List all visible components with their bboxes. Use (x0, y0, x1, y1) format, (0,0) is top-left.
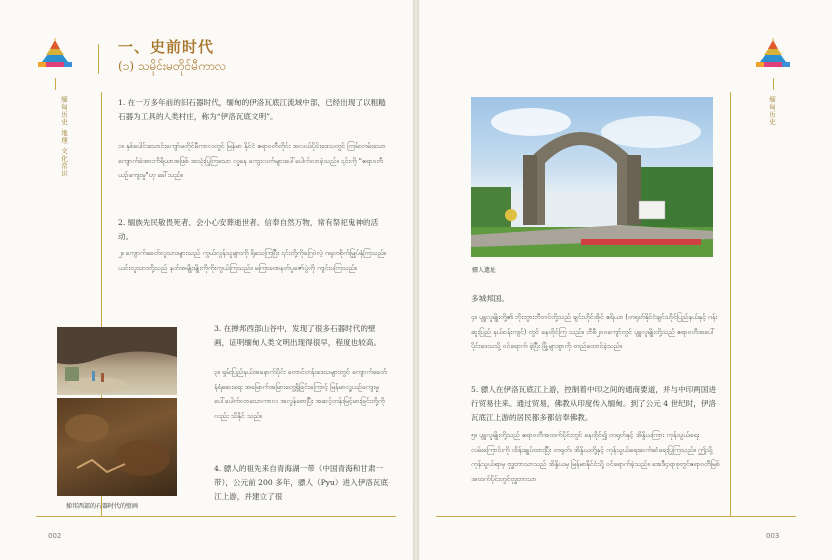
chapter-title: 一、史前时代 (118, 38, 215, 56)
paragraph-5-zh: 5. 骠人在伊洛瓦底江上游，控制着中印之间的通商要道，并与中印两国进行贸易往来。通过贸易，佛教从印度传入缅甸。到了公元 4 世纪时，伊洛瓦底江上游的居民都多都信奉佛教。 (471, 385, 717, 422)
right-page-number: 003 (766, 532, 780, 540)
pagoda-emblem-icon (754, 38, 792, 68)
left-footer-rule (36, 516, 396, 517)
pagoda-emblem-icon (36, 38, 74, 68)
paragraph-4-zh: 4. 骠人的祖先来自青海湖一带（中国青海和甘肃一带），公元前 200 多年，骠人（Pyu）进入伊洛瓦底江上游，并建立了很 (214, 464, 389, 501)
left-side-label: 缅甸历史 地理 文化常识 (60, 96, 68, 178)
pyu-ruins-photo (471, 97, 713, 257)
paragraph-2-my: ၂။ ကျောက်ခေတ်လူသားများသည် ကွယ်လွန်သူများကို ရိုသေကြပြီး ၎င်းတို့ကိုဂြေဝဲလဲ့ ဂရုတစိုက်မြှုပ်နှံကြသည်။ ယင်းလူသားတို့သည် နတ်အမျိုးမျိုးကိုကိုးကွယ်ကြသည်။ မကြာခဏနတ်ပူဇော်ပွဲကို ကျင်းပကြသည်။ (118, 249, 387, 272)
right-margin-rule (730, 92, 731, 516)
rock-painting-photo (57, 398, 177, 496)
paragraph-1-zh: 1. 在一万多年前的旧石器时代，缅甸的伊洛瓦底江流域中部，已经出现了以粗糙石器为工具的人类村庄，称为“伊洛瓦底文明”。 (118, 98, 386, 121)
right-side-label: 缅甸历史 (768, 96, 776, 126)
paragraph-4-my: ၄။ ပျူလူမျိုးတို့၏ ဘိုးဘွားဘီဘင်တို့သည် ချင်းဟိုင်အိုင် ဧရိယာ (တရုတ်နိုင်ငံချင်းဟိုင်ပြည်နယ်နှင့် ဂန်းဆူးပြည် နယ်ဝန်းကျင်) တွင် နေထိုင်ကြ သည်။ ဘီစီ၂၀၀ကျော်တွင် ပျူလူမျိုးတို့သည် ဧရာဝတီအပေါ်ပိုင်းဒေသသို့ ဝင်ရောက် ခဲ့ပြီး မြို့များစွာကို တည်ထောင်ခဲ့သည်။ (471, 313, 718, 350)
left-page-number: 002 (48, 532, 62, 540)
left-gold-tick (55, 78, 56, 90)
paragraph-5-my: ၅။ ပျူလူမျိုးတို့သည် ဧရာဝတီအထက်ပိုင်းတွင် နေထိုင်၍ တရုတ်နှင့် အိန္ဒိယကြား ကုန်သွယ်ရေးလမ်းကြောင်းကို ထိန်းချုပ်ထားပြီး တရုတ်၊ အိန္ဒိယတို့နှင့် ကုန်သွယ်ရေးဆက်ဆံရေးပြုကြသည်။ ဤသို့ကုန်သွယ်ရာမှ ဗုဒ္ဓဘာသာသည် အိန္ဒိယမှ မြန်မာနိုင်ငံသို့ ဝင်ရောက်ခဲ့သည်။ အေဒီ၄ရာစုတွင်ဧရာဝတီမြစ်အထက်ပိုင်းတွင်ဗုဒ္ဓဘာသာ (471, 431, 720, 483)
paragraph-1-my: ၁။ နှစ်ပေါင်းသောင်းကျော်မတိုင်မီကာလတွင် မြန်မာ နိုင်ငံ ဧရာဝတီတိုင်း အလယ်ပိုင်းဒေသတွင် ကြမ်းတမ်းသော ကျောက်ခဲအားကိရိယာအဖြစ် အသုံးပြုကြသော လူနေ ကျေးလက်များပေါ်ပေါက်လာခဲ့သည်။ ၎င်းကို "ဧရာဝတီ ယဉ်ကျေးမှု"ဟု ခေါ်သည်။ (118, 142, 386, 179)
cave-photo-caption: 掸邦西部的石器时代的壁画 (66, 503, 139, 510)
paragraph-2-zh: 2. 缅族先民敬畏死者、会小心安葬逝世者。信奉自然万物，常有祭祀鬼神的活动。 (118, 218, 379, 241)
paragraph-4-zh-cont: 多城邦国。 (471, 294, 509, 303)
title-gold-bar (98, 44, 99, 74)
cave-photo (57, 327, 177, 395)
paragraph-3-zh: 3. 在掸邦西部山谷中，发现了很多石器时代的壁画，证明缅甸人类文明出现得很早，程度也较高。 (214, 324, 382, 347)
chapter-subtitle: (၁) သမိုင်းမတိုင်မီကာလ (118, 59, 227, 73)
right-gold-tick (773, 78, 774, 90)
right-footer-rule (436, 516, 796, 517)
ruins-photo-caption: 骠人遗址 (472, 267, 497, 274)
paragraph-3-my: ၃။ ရှမ်းပြည်နယ်အနောက်ပိုင်း တောင်တန်းဒေသများတွင် ကျောက်ခေတ်နံရံဆေးရေး အမြောက်အမြားတွေ့ရှိခြင်းကြောင့် မြန်မာလူ့ယဉ်ကျေးမှု ပေါ်ပေါက်လာသောကာလ အလွန်စောပြီး အဆင့်တန်းမြင့်မားခြင်းတို့ကိုလည်း သိနိုင် သည်။ (214, 368, 387, 420)
